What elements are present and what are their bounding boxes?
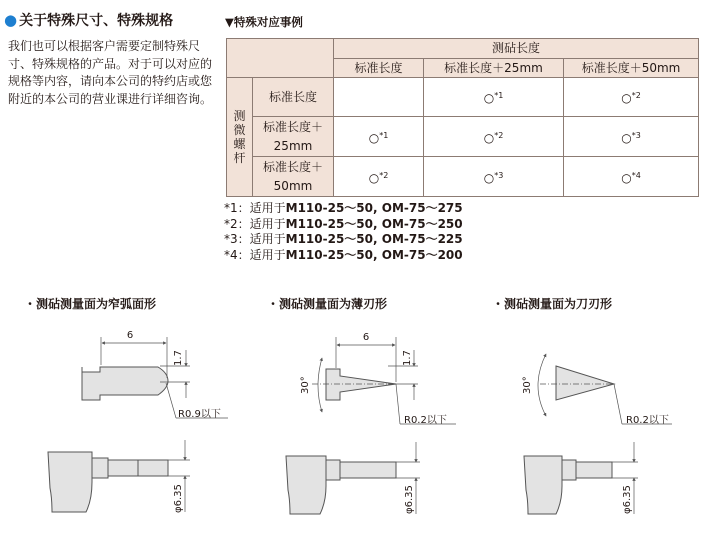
narrow-arc-radius-label: R0.9以下 xyxy=(178,409,221,420)
footnote-prefix: *4：适用于 xyxy=(224,247,286,262)
footnote-ref: *2 xyxy=(494,130,504,140)
footnote-ref: *1 xyxy=(379,130,389,140)
spindle-header-char: 测 xyxy=(233,109,246,123)
knife-edge-angle-label: 30° xyxy=(522,376,533,394)
diagram-title-narrow-arc: ・测砧测量面为窄弧面形 xyxy=(24,297,157,311)
narrow-arc-top-view xyxy=(82,367,168,400)
availability-mark: ○ xyxy=(368,130,380,145)
spindle-header-char: 螺 xyxy=(233,137,246,151)
availability-mark: ○ xyxy=(483,130,495,145)
footnote-prefix: *3：适用于 xyxy=(224,232,286,246)
intro-title-text: 关于特殊尺寸、特殊规格 xyxy=(19,13,174,29)
footnote-ref: *1 xyxy=(494,91,504,100)
knife-edge-side-view xyxy=(524,456,612,514)
footnote-prefix: *2：适用于 xyxy=(224,216,286,231)
row-header-text: 标准长度＋50mm xyxy=(262,159,323,193)
spindle-header-char: 微 xyxy=(233,123,246,137)
footnote-prefix: *1：适用于 xyxy=(224,201,286,215)
footnote-ref: *4 xyxy=(631,170,641,180)
narrow-arc-side-view xyxy=(48,452,168,512)
availability-mark: ○ xyxy=(483,91,495,105)
availability-mark: ○ xyxy=(621,91,632,105)
thin-blade-height-label: 1.7 xyxy=(402,350,413,366)
diagram-title-thin-blade: ・测砧测量面为薄刃形 xyxy=(267,297,388,311)
footnote-models: M110-25～50, OM-75～275 xyxy=(285,201,463,215)
narrow-arc-length-label: 6 xyxy=(126,330,134,341)
intro-body: 我们也可以根据客户需要定制特殊尺寸、特殊规格的产品。对于可以对应的规格等内容，请向本公司的特约店或您附近的本公司的营业课进行详细咨询。 xyxy=(8,39,213,106)
narrow-arc-height-label: 1.7 xyxy=(173,350,184,366)
knife-edge-radius-label: R0.2以下 xyxy=(626,415,669,426)
row-header-text: 标准长度＋25mm xyxy=(262,119,323,153)
col-header: 标准长度＋50mm xyxy=(564,59,699,78)
col-header: 标准长度 xyxy=(334,59,424,78)
anvil-header: 测砧长度 xyxy=(334,39,699,59)
thin-blade-length-label: 6 xyxy=(362,332,370,343)
table-title: ▼特殊对应事例 xyxy=(225,15,303,29)
footnote-ref: *3 xyxy=(631,130,641,140)
footnote-ref: *2 xyxy=(631,91,641,100)
diagram-title-knife-edge: ・测砧测量面为刀刃形 xyxy=(492,297,613,311)
bullet-dot-icon: ● xyxy=(4,11,18,29)
thin-blade-top-view xyxy=(326,369,396,400)
thin-blade-diameter-label: φ6.35 xyxy=(404,485,415,514)
availability-mark: ○ xyxy=(621,130,632,145)
knife-edge-top-view xyxy=(556,366,614,400)
footnote-models: M110-25～50, OM-75～200 xyxy=(285,247,463,262)
knife-edge-diameter-label: φ6.35 xyxy=(622,485,633,514)
thin-blade-angle-label: 30° xyxy=(300,376,311,394)
row-header: 标准长度 xyxy=(253,78,334,117)
footnote-models: M110-25～50, OM-75～250 xyxy=(285,216,463,231)
footnote-ref: *2 xyxy=(379,170,389,180)
thin-blade-side-view xyxy=(286,456,396,514)
spindle-header-char: 杆 xyxy=(233,151,246,165)
thin-blade-radius-label: R0.2以下 xyxy=(404,415,447,426)
availability-mark: ○ xyxy=(368,170,380,185)
availability-mark: ○ xyxy=(621,170,632,185)
col-header: 标准长度＋25mm xyxy=(424,59,564,78)
narrow-arc-diameter-label: φ6.35 xyxy=(173,484,184,513)
availability-mark: ○ xyxy=(483,170,495,185)
footnote-ref: *3 xyxy=(494,170,504,180)
footnote-models: M110-25～50, OM-75～225 xyxy=(285,232,463,246)
